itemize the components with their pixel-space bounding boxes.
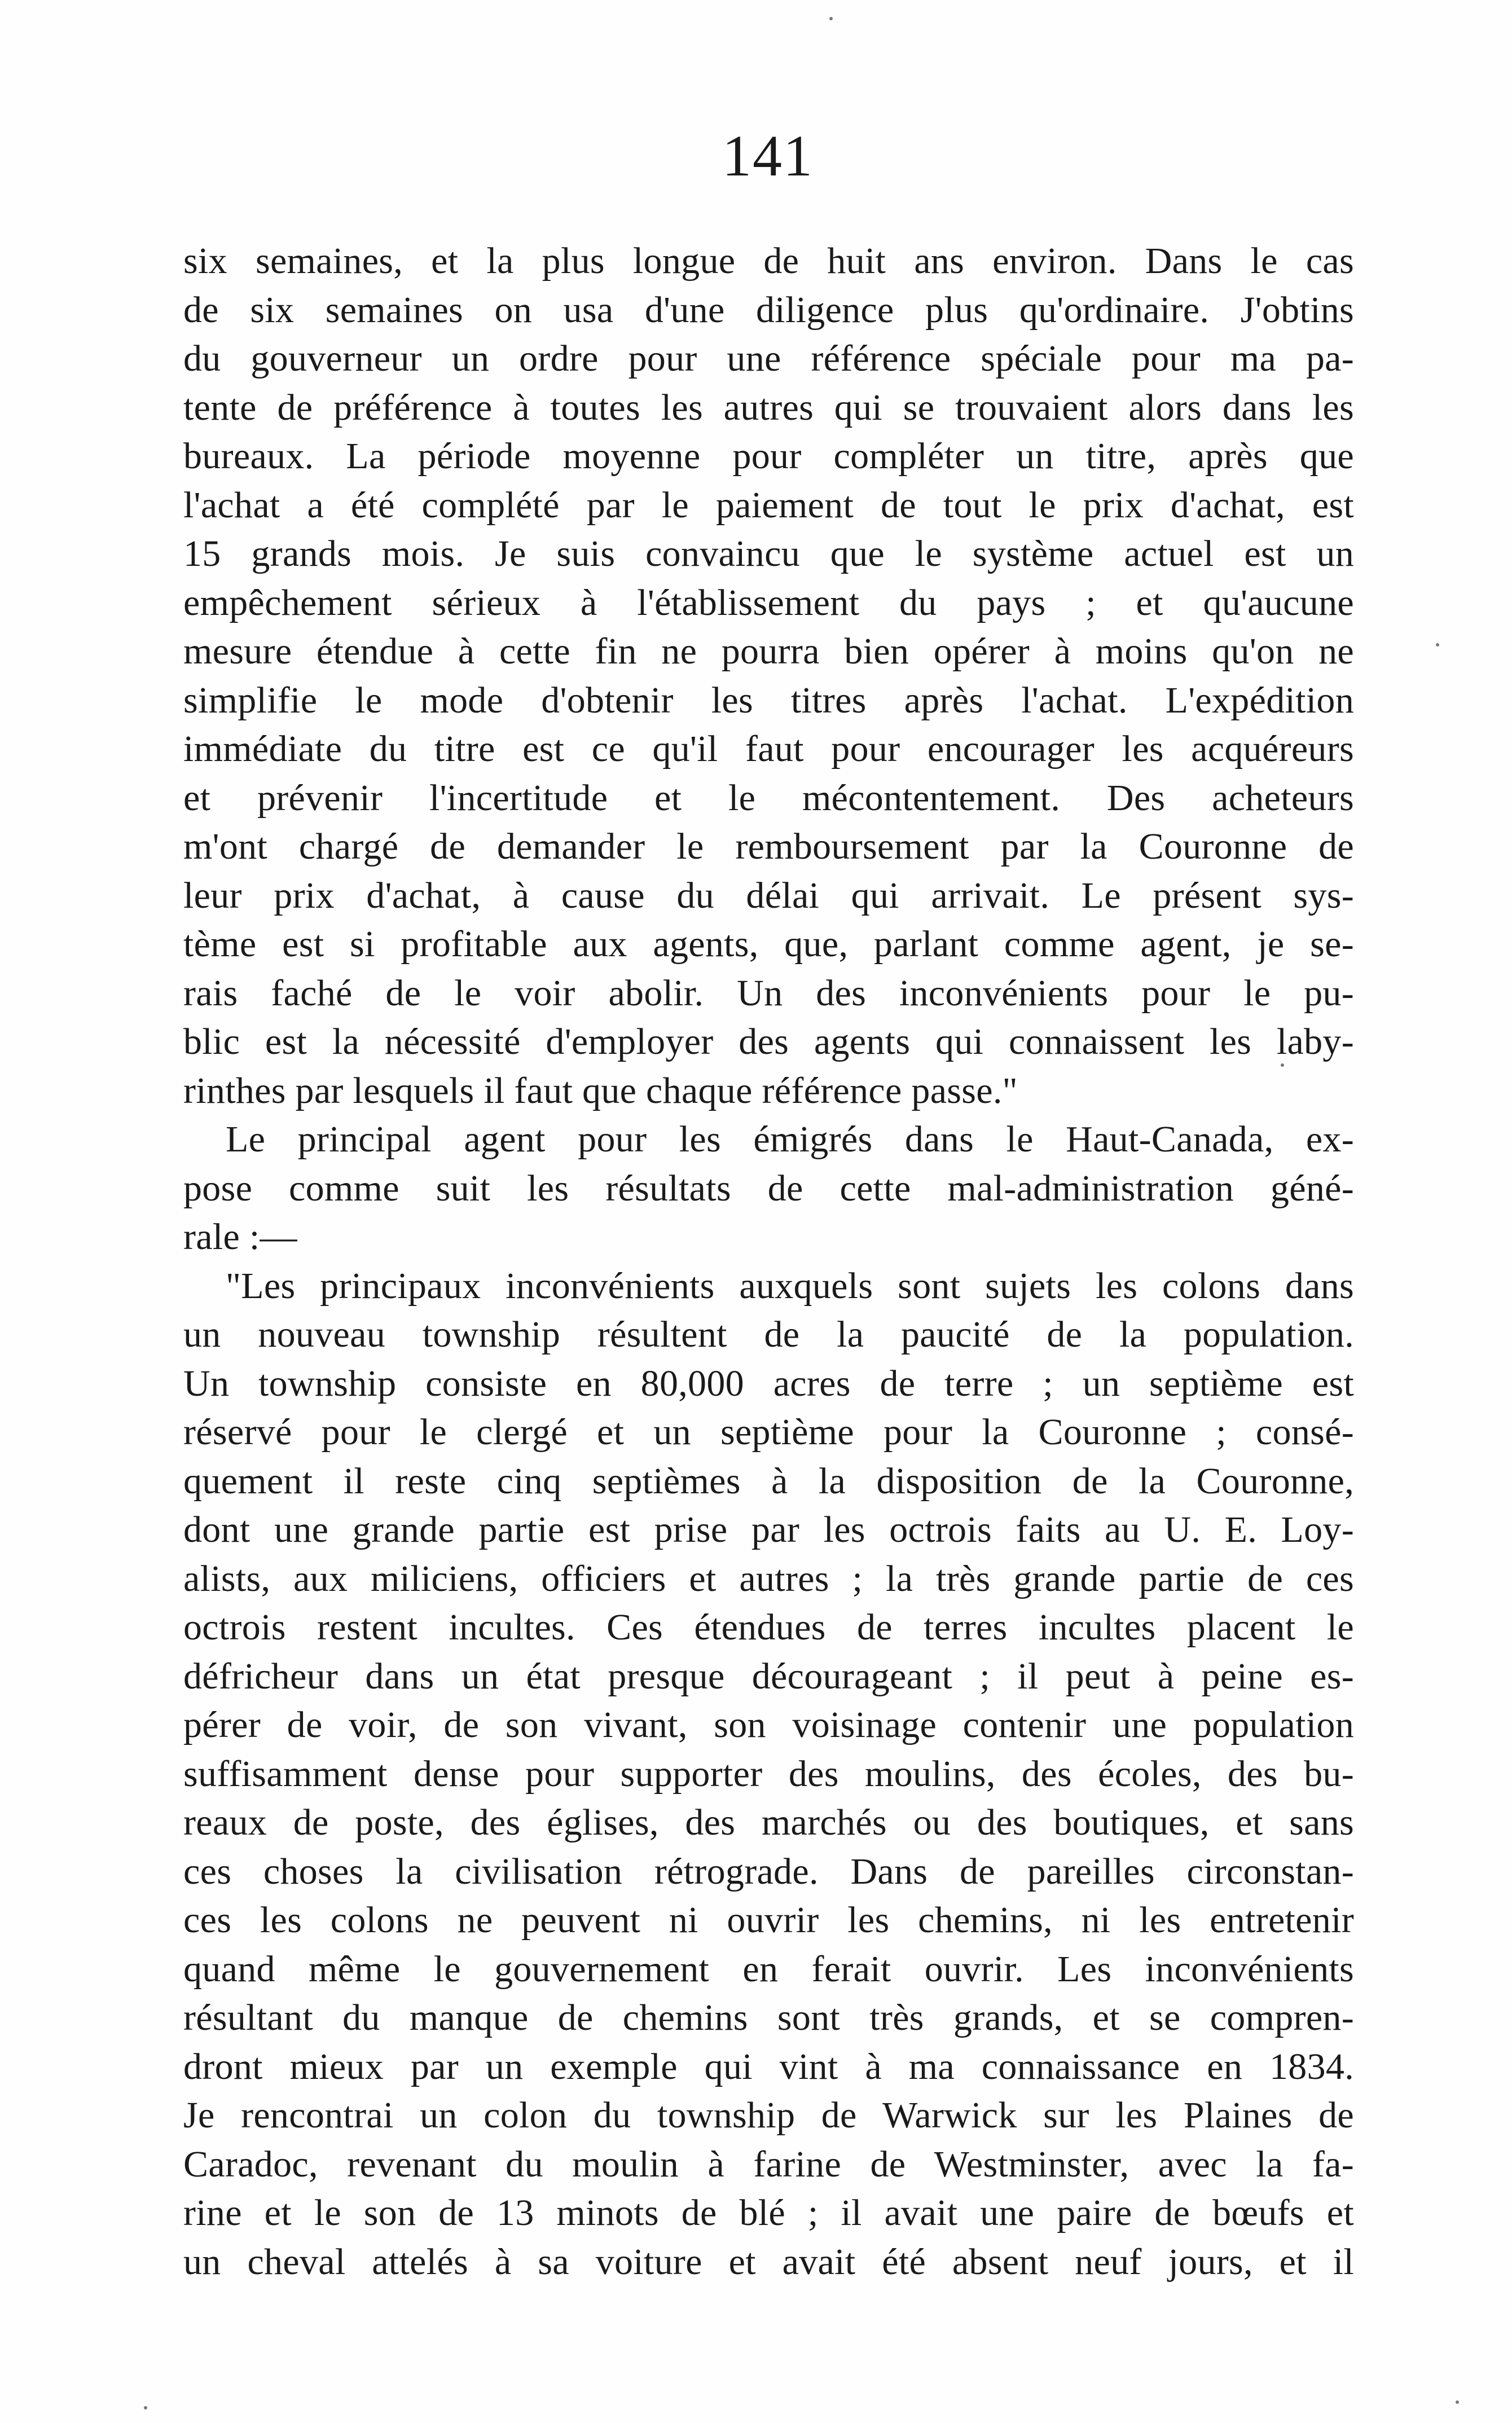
print-speck	[144, 2406, 147, 2409]
text-line: 15 grands mois. Je suis convaincu que le système actuel est un	[183, 533, 1354, 574]
text-line: bureaux. La période moyenne pour compléter un titre, après que	[183, 436, 1354, 477]
text-line: tente de préférence à toutes les autres qui se trouvaient alors dans les	[183, 386, 1354, 428]
text-line: l'achat a été complété par le paiement de tout le prix d'achat, est	[183, 484, 1354, 526]
text-line: reaux de poste, des églises, des marchés ou des boutiques, et sans	[183, 1802, 1354, 1843]
text-line: octrois restent incultes. Ces étendues de terres incultes placent le	[183, 1607, 1354, 1648]
text-line: rais faché de le voir abolir. Un des inconvénients pour le pu-	[183, 972, 1354, 1014]
text-line: dont une grande partie est prise par les octrois faits au U. E. Loy-	[183, 1509, 1354, 1550]
text-line: rinthes par lesquels il faut que chaque référence passe."	[183, 1070, 1018, 1111]
text-line: Un township consiste en 80,000 acres de terre ; un septième est	[183, 1362, 1354, 1404]
print-speck	[1456, 2400, 1459, 2404]
text-line: quement il reste cinq septièmes à la disposition de la Couronne,	[183, 1460, 1354, 1502]
text-line: quand même le gouvernement en ferait ouvrir. Les inconvénients	[183, 1948, 1354, 1990]
print-speck	[1281, 1063, 1284, 1067]
text-line: empêchement sérieux à l'établissement du pays ; et qu'aucune	[183, 582, 1354, 623]
text-line: m'ont chargé de demander le remboursement par la Couronne de	[183, 826, 1354, 867]
text-line: rale :—	[183, 1216, 297, 1257]
text-line: immédiate du titre est ce qu'il faut pour encourager les acquéreurs	[183, 728, 1354, 769]
text-line: réservé pour le clergé et un septième pour la Couronne ; consé-	[183, 1411, 1354, 1453]
text-line: résultant du manque de chemins sont très grands, et se compren-	[183, 1997, 1354, 2038]
text-line: mesure étendue à cette fin ne pourra bien opérer à moins qu'on ne	[183, 631, 1354, 672]
text-line: tème est si profitable aux agents, que, parlant comme agent, je se-	[183, 924, 1354, 965]
page-number: 141	[722, 124, 814, 188]
text-line: du gouverneur un ordre pour une référence spéciale pour ma pa-	[183, 338, 1354, 379]
text-line: suffisamment dense pour supporter des moulins, des écoles, des bu-	[183, 1753, 1354, 1795]
text-line: de six semaines on usa d'une diligence plus qu'ordinaire. J'obtins	[183, 289, 1354, 331]
text-line: simplifie le mode d'obtenir les titres après l'achat. L'expédition	[183, 679, 1354, 721]
text-line: alists, aux miliciens, officiers et autres ; la très grande partie de ces	[183, 1558, 1354, 1599]
text-line: rine et le son de 13 minots de blé ; il avait une paire de bœufs et	[183, 2192, 1354, 2233]
print-speck	[1436, 643, 1439, 647]
text-line: défricheur dans un état presque décourageant ; il peut à peine es-	[183, 1655, 1354, 1697]
text-line: ces choses la civilisation rétrograde. Dans de pareilles circonstan-	[183, 1850, 1354, 1892]
text-line: dront mieux par un exemple qui vint à ma connaissance en 1834.	[183, 2046, 1354, 2087]
paragraph-start-line: Le principal agent pour les émigrés dans le Haut-Canada, ex-	[226, 1119, 1354, 1160]
text-line: et prévenir l'incertitude et le mécontentement. Des acheteurs	[183, 777, 1354, 819]
text-line: blic est la nécessité d'employer des agents qui connaissent les laby-	[183, 1021, 1354, 1062]
text-line: un cheval attelés à sa voiture et avait été absent neuf jours, et il	[183, 2241, 1354, 2283]
text-line: Caradoc, revenant du moulin à farine de Westminster, avec la fa-	[183, 2143, 1354, 2185]
text-line: leur prix d'achat, à cause du délai qui arrivait. Le présent sys-	[183, 874, 1354, 916]
quote-start-line: "Les principaux inconvénients auxquels sont sujets les colons dans	[226, 1265, 1354, 1307]
text-line: pose comme suit les résultats de cette mal-administration géné-	[183, 1167, 1354, 1209]
text-line: ces les colons ne peuvent ni ouvrir les chemins, ni les entretenir	[183, 1899, 1354, 1941]
print-speck	[829, 17, 833, 20]
text-line: un nouveau township résultent de la paucité de la population.	[183, 1314, 1354, 1355]
body-text	[183, 237, 1354, 2286]
text-line: six semaines, et la plus longue de huit ans environ. Dans le cas	[183, 240, 1354, 282]
text-line: Je rencontrai un colon du township de Warwick sur les Plaines de	[183, 2095, 1354, 2136]
text-line: pérer de voir, de son vivant, son voisinage contenir une population	[183, 1704, 1354, 1745]
